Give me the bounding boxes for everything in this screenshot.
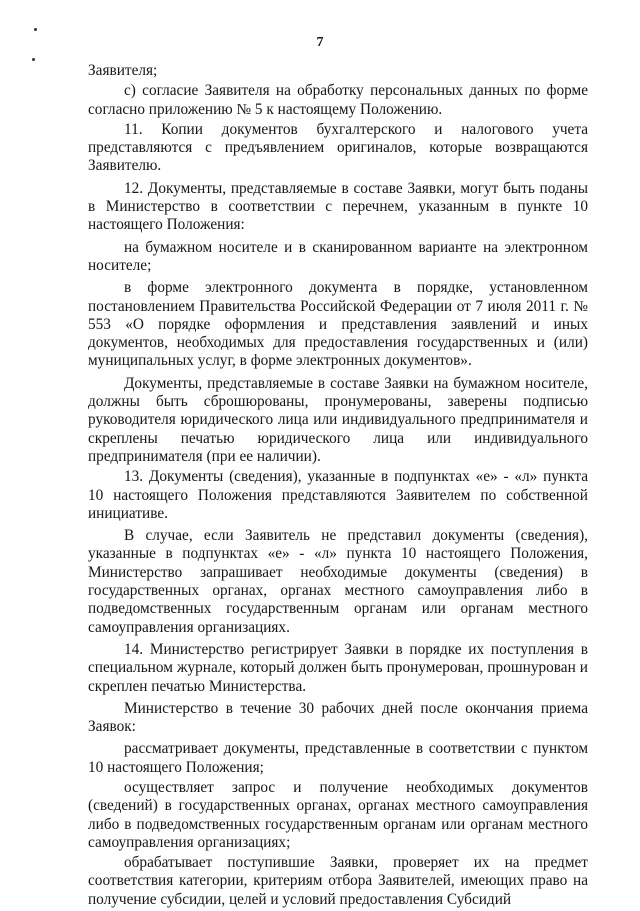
paragraph: Заявителя; (88, 62, 158, 79)
paragraph: с) согласие Заявителя на обработку персональных данных по форме согласно приложению № 5 к настоящему Положению. (88, 82, 588, 118)
paragraph: Министерство в течение 30 рабочих дней после окончания приема Заявок: (88, 699, 588, 736)
document-body (88, 62, 588, 911)
paragraph: 11. Копии документов бухгалтерского и налогового учета представляются с предъявлением оригиналов, которые возвращаются Заявителю. (88, 120, 588, 175)
paragraph: В случае, если Заявитель не представил документы (сведения), указанные в подпунктах «е» - «л» пункта 10 настоящего Положения, Министерство запрашивает необходимые документы (сведения) в государственных органах, органах местного самоуправления либо в подведомственных государственным органам или органам местного самоуправления организациях. (88, 527, 588, 636)
scan-artifact-dot (32, 58, 35, 61)
paragraph: 12. Документы, представляемые в составе Заявки, могут быть поданы в Министерство в соответствии с перечнем, указанным в пункте 10 настоящего Положения: (88, 179, 588, 234)
paragraph: на бумажном носителе и в сканированном варианте на электронном носителе; (88, 238, 588, 274)
paragraph: обрабатывает поступившие Заявки, проверяет их на предмет соответствия категории, критериям отбора Заявителей, имеющих право на получение субсидии, целей и условий предоставления Субсидий (88, 854, 588, 908)
scan-artifact-dot (34, 28, 37, 31)
paragraph: в форме электронного документа в порядке, установленном постановлением Правительства Российской Федерации от 7 июля 2011 г. № 553 «О порядке оформления и представления заявлений и иных документов, необходимых для предоставления государственных и (или) муниципальных услуг, в форме электронных документов». (88, 279, 588, 370)
paragraph: осуществляет запрос и получение необходимых документов (сведений) в государственных органах, органах местного самоуправления либо в подведомственных государственным органам или органам местного самоуправления организациях; (88, 778, 588, 851)
paragraph: 13. Документы (сведения), указанные в подпунктах «е» - «л» пункта 10 настоящего Положения представляются Заявителем по собственной инициативе. (88, 468, 588, 522)
paragraph: Документы, представляемые в составе Заявки на бумажном носителе, должны быть сброшюрованы, пронумерованы, заверены подписью руководителя юридического лица или индивидуального предпринимателя и скреплены печатью юридического лица или индивидуального предпринимателя (при ее наличии). (88, 374, 588, 465)
page-number: 7 (316, 35, 324, 50)
paragraph: рассматривает документы, представленные в соответствии с пунктом 10 настоящего Положения; (88, 740, 588, 776)
paragraph: 14. Министерство регистрирует Заявки в порядке их поступления в специальном журнале, который должен быть пронумерован, прошнурован и скреплен печатью Министерства. (88, 640, 588, 695)
